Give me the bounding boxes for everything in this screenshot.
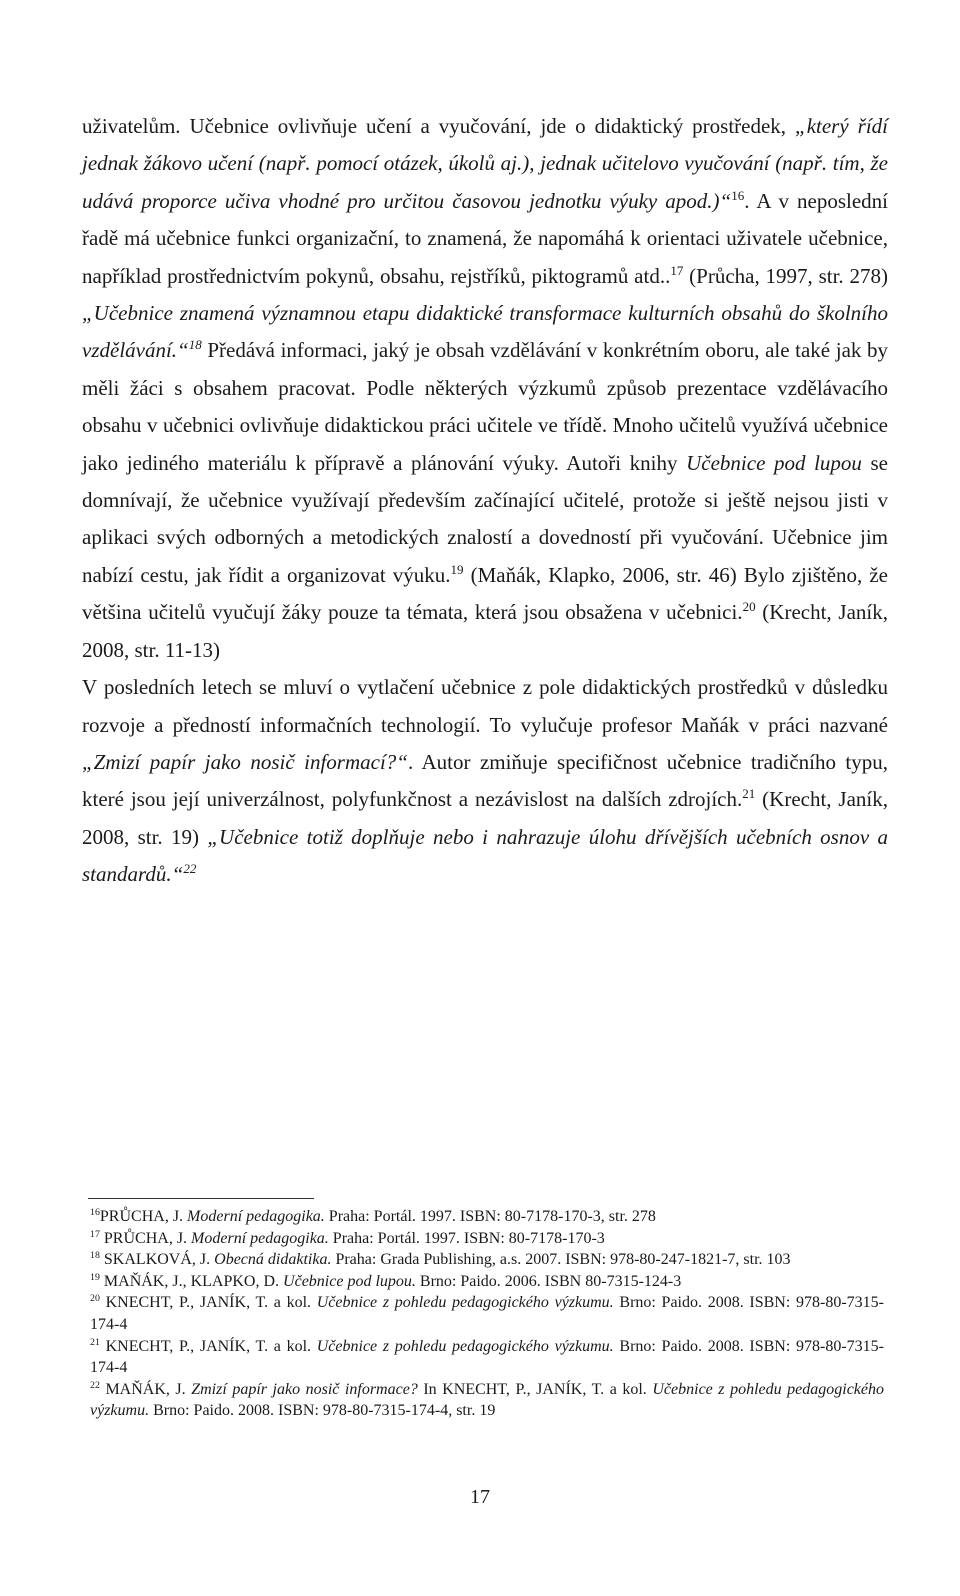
text-run: V posledních letech se mluví o vytlačení učebnice z pole didaktických prostředků v důsledku rozvoje a předností informačních technologií. To vylučuje profesor Maňák v práci nazvané bbox=[82, 675, 888, 737]
footnote-ref: 17 bbox=[90, 1228, 100, 1240]
text-run: Praha: Portál. 1997. ISBN: 80-7178-170-3, str. 278 bbox=[324, 1208, 656, 1225]
footnote-ref: 18 bbox=[188, 337, 202, 353]
text-run: KNECHT, P., JANÍK, T. a kol. bbox=[99, 1294, 317, 1312]
footnote bbox=[90, 1228, 884, 1250]
paragraph bbox=[82, 669, 888, 893]
text-run: KNECHT, P., JANÍK, T. a kol. bbox=[99, 1337, 317, 1355]
footnote bbox=[90, 1379, 884, 1422]
italic-text: Učebnice z pohledu pedagogického výzkumu. bbox=[90, 1380, 885, 1420]
text-run: SKALKOVÁ, J. bbox=[99, 1251, 215, 1269]
footnote-ref: 22 bbox=[90, 1379, 100, 1391]
footnote-ref: 16 bbox=[90, 1206, 100, 1218]
text-run: . A v neposlední řadě má učebnice funkci organizační, to znamená, že napomáhá k orientaci uživatele učebnice, například prostřednictvím pokynů, obsahu, rejstříků, piktogramů atd.. bbox=[82, 188, 888, 288]
paragraph bbox=[82, 108, 888, 669]
footnotes bbox=[90, 1206, 884, 1422]
italic-text: „Učebnice znamená významnou etapu didaktické transformace kulturních obsahů do školního vzdělávání.“ bbox=[82, 301, 888, 363]
footnote bbox=[90, 1206, 884, 1228]
footnote bbox=[90, 1271, 884, 1293]
text-run: Brno: Paido. 2008. ISBN: 978-80-7315-174-4, str. 19 bbox=[149, 1402, 496, 1420]
italic-text: Moderní pedagogika. bbox=[191, 1229, 329, 1247]
footnote-ref: 21 bbox=[90, 1336, 100, 1348]
text-run: MAŇÁK, J. bbox=[99, 1380, 192, 1398]
footnote bbox=[90, 1249, 884, 1271]
text-run: MAŇÁK, J., KLAPKO, D. bbox=[99, 1272, 284, 1290]
footnote bbox=[90, 1292, 884, 1335]
footnote-ref: 19 bbox=[450, 561, 464, 577]
footnote-separator bbox=[88, 1198, 314, 1199]
footnote-ref: 22 bbox=[183, 861, 197, 877]
footnote-ref: 21 bbox=[742, 786, 756, 802]
footnote-ref: 16 bbox=[731, 187, 745, 203]
text-run: Předává informaci, jaký je obsah vzdělávání v konkrétním oboru, ale také jak by měli žáci s obsahem pracovat. Podle některých výzkumů způsob prezentace vzdělávacího obsahu v učebnici ovlivňuje didaktickou práci učitele ve třídě. Mnoho učitelů využívá učebnice jako jediného materiálu k přípravě a plánování výuky. Autoři knihy bbox=[82, 338, 888, 475]
text-run: PRŮCHA, J. bbox=[99, 1229, 192, 1247]
footnote-ref: 20 bbox=[90, 1293, 100, 1305]
italic-text: Učebnice z pohledu pedagogického výzkumu. bbox=[316, 1294, 614, 1312]
body-text bbox=[82, 108, 888, 894]
text-run: Praha: Grada Publishing, a.s. 2007. ISBN: 978-80-247-1821-7, str. 103 bbox=[331, 1251, 791, 1269]
text-run: Brno: Paido. 2008. ISBN: 978-80-7315-174-4 bbox=[90, 1294, 884, 1333]
text-run: Brno: Paido. 2006. ISBN 80-7315-124-3 bbox=[415, 1272, 682, 1290]
text-run: PRŮCHA, J. bbox=[99, 1208, 188, 1225]
italic-text: „který řídí jednak žákovo učení (např. pomocí otázek, úkolů aj.), jednak učitelovo vyučování (např. tím, že udává proporce učiva vhodné pro určitou časovou jednotku výuky apod.)“ bbox=[82, 114, 888, 213]
text-run: (Maňák, Klapko, 2006, str. 46) Bylo zjištěno, že většina učitelů vyučují žáky pouze ta témata, která jsou obsažena v učebnici. bbox=[82, 562, 888, 625]
text-run: (Krecht, Janík, 2008, str. 19) bbox=[82, 787, 888, 849]
italic-text: Moderní pedagogika. bbox=[187, 1208, 325, 1225]
italic-text: Obecná didaktika. bbox=[214, 1251, 332, 1269]
footnote-ref: 19 bbox=[90, 1271, 100, 1283]
footnote-ref: 18 bbox=[90, 1250, 100, 1262]
italic-text: Učebnice pod lupou bbox=[686, 450, 862, 475]
footnote-ref: 20 bbox=[742, 599, 756, 615]
text-run: (Krecht, Janík, 2008, str. 11-13) bbox=[82, 600, 888, 662]
italic-text: „Zmizí papír jako nosič informací?“ bbox=[82, 749, 408, 774]
page-number: 17 bbox=[470, 1486, 490, 1508]
italic-text: „Učebnice totiž doplňuje nebo i nahrazuje úlohu dřívějších učebních osnov a standardů.“ bbox=[82, 824, 888, 887]
text-run: Brno: Paido. 2008. ISBN: 978-80-7315-174-4 bbox=[90, 1337, 884, 1377]
text-run: In KNECHT, P., JANÍK, T. a kol. bbox=[417, 1380, 653, 1398]
text-run: se domnívají, že učebnice využívají především začínající učitelé, protože si ještě nejsou jisti v aplikaci svých odborných a metodických znalostí a dovedností při vyučování. Učebnice jim nabízí cestu, jak řídit a organizovat výuku. bbox=[82, 450, 888, 587]
text-run: (Průcha, 1997, str. 278) bbox=[683, 263, 888, 288]
footnote-ref: 17 bbox=[670, 262, 684, 278]
italic-text: Učebnice z pohledu pedagogického výzkumu. bbox=[316, 1337, 614, 1355]
footnote bbox=[90, 1336, 884, 1379]
italic-text: Zmizí papír jako nosič informace? bbox=[191, 1380, 418, 1398]
text-run: Praha: Portál. 1997. ISBN: 80-7178-170-3 bbox=[328, 1229, 605, 1247]
text-run: uživatelům. Učebnice ovlivňuje učení a vyučování, jde o didaktický prostředek, bbox=[82, 114, 796, 138]
text-run: . Autor zmiňuje specifičnost učebnice tradičního typu, které jsou její univerzálnost, polyfunkčnost a nezávislost na dalších zdrojích. bbox=[82, 749, 888, 812]
italic-text: Učebnice pod lupou. bbox=[283, 1272, 416, 1290]
